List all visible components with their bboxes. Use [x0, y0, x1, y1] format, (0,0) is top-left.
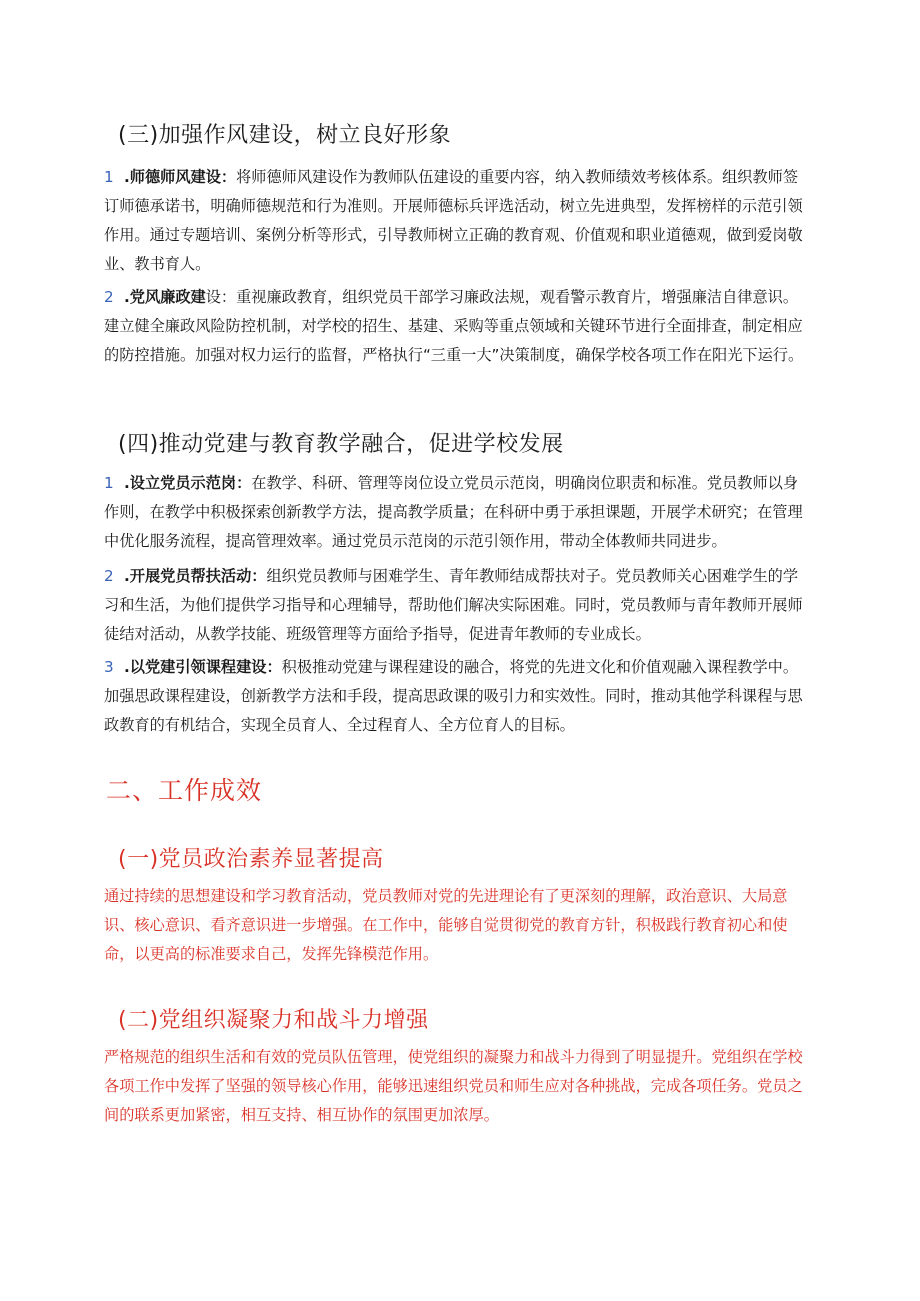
list-item-text: 在教学、科研、管理等岗位设立党员示范岗，明确岗位职责和标准。党员教师以身作则，在教学中积极探索创新教学方法，提高教学质量；在科研中勇于承担课题，开展学术研究；在管理中优化服务流程，提高管理效率。通过党员示范岗的示范引领作用，带动全体教师共同进步。	[104, 474, 803, 550]
list-item-lead: .以党建引领课程建设：	[124, 658, 282, 676]
subsection-heading-1: (一)党员政治素养显著提高	[118, 847, 384, 872]
list-item	[104, 562, 812, 649]
section-heading-3: (三)加强作风建设，树立良好形象	[118, 123, 452, 148]
list-item	[104, 163, 812, 279]
list-item-lead: .设立党员示范岗：	[124, 474, 252, 492]
list-item-text: 积极推动党建与课程建设的融合，将党的先进文化和价值观融入课程教学中。加强思政课程建设，创新教学方法和手段，提高思政课的吸引力和实效性。同时，推动其他学科课程与思政教育的有机结合，实现全员育人、全过程育人、全方位育人的目标。	[104, 658, 803, 734]
list-number: 1	[104, 474, 114, 492]
list-item-text: 设：重视廉政教育，组织党员干部学习廉政法规，观看警示教育片，增强廉洁自律意识。建立健全廉政风险防控机制，对学校的招生、基建、采购等重点领域和关键环节进行全面排查，制定相应的防控措施。加强对权力运行的监督，严格执行“三重一大”决策制度，确保学校各项工作在阳光下运行。	[104, 288, 804, 364]
subsection-heading-2: (二)党组织凝聚力和战斗力增强	[118, 1008, 429, 1033]
paragraph: 严格规范的组织生活和有效的党员队伍管理，使党组织的凝聚力和战斗力得到了明显提升。党组织在学校各项工作中发挥了坚强的领导核心作用，能够迅速组织党员和师生应对各种挑战，完成各项任务。党员之间的联系更加紧密，相互支持、相互协作的氛围更加浓厚。	[104, 1048, 803, 1124]
list-item-lead: .开展党员帮扶活动：	[124, 567, 267, 585]
list-number: 1	[104, 168, 114, 186]
list-number: 2	[104, 288, 114, 306]
list-number: 3	[104, 658, 114, 676]
list-item	[104, 469, 812, 556]
list-item-text: 将师德师风建设作为教师队伍建设的重要内容，纳入教师绩效考核体系。组织教师签订师德承诺书，明确师德规范和行为准则。开展师德标兵评选活动，树立先进典型，发挥榜样的示范引领作用。通过专题培训、案例分析等形式，引导教师树立正确的教育观、价值观和职业道德观，做到爱岗敬业、教书育人。	[104, 168, 803, 273]
list-item-lead: .师德师风建设：	[124, 168, 237, 186]
list-item-text: 组织党员教师与困难学生、青年教师结成帮扶对子。党员教师关心困难学生的学习和生活，为他们提供学习指导和心理辅导，帮助他们解决实际困难。同时，党员教师与青年教师开展师徒结对活动，从教学技能、班级管理等方面给予指导，促进青年教师的专业成长。	[104, 567, 803, 643]
list-item	[104, 283, 812, 370]
section-heading-4: (四)推动党建与教育教学融合，促进学校发展	[118, 432, 564, 457]
list-number: 2	[104, 567, 114, 585]
list-item	[104, 653, 812, 740]
list-item-lead: .党风廉政建	[124, 288, 206, 306]
part-heading: 二、工作成效	[106, 776, 263, 805]
paragraph: 通过持续的思想建设和学习教育活动，党员教师对党的先进理论有了更深刻的理解，政治意识、大局意识、核心意识、看齐意识进一步增强。在工作中，能够自觉贯彻党的教育方针，积极践行教育初心和使命，以更高的标准要求自己，发挥先锋模范作用。	[104, 887, 788, 963]
